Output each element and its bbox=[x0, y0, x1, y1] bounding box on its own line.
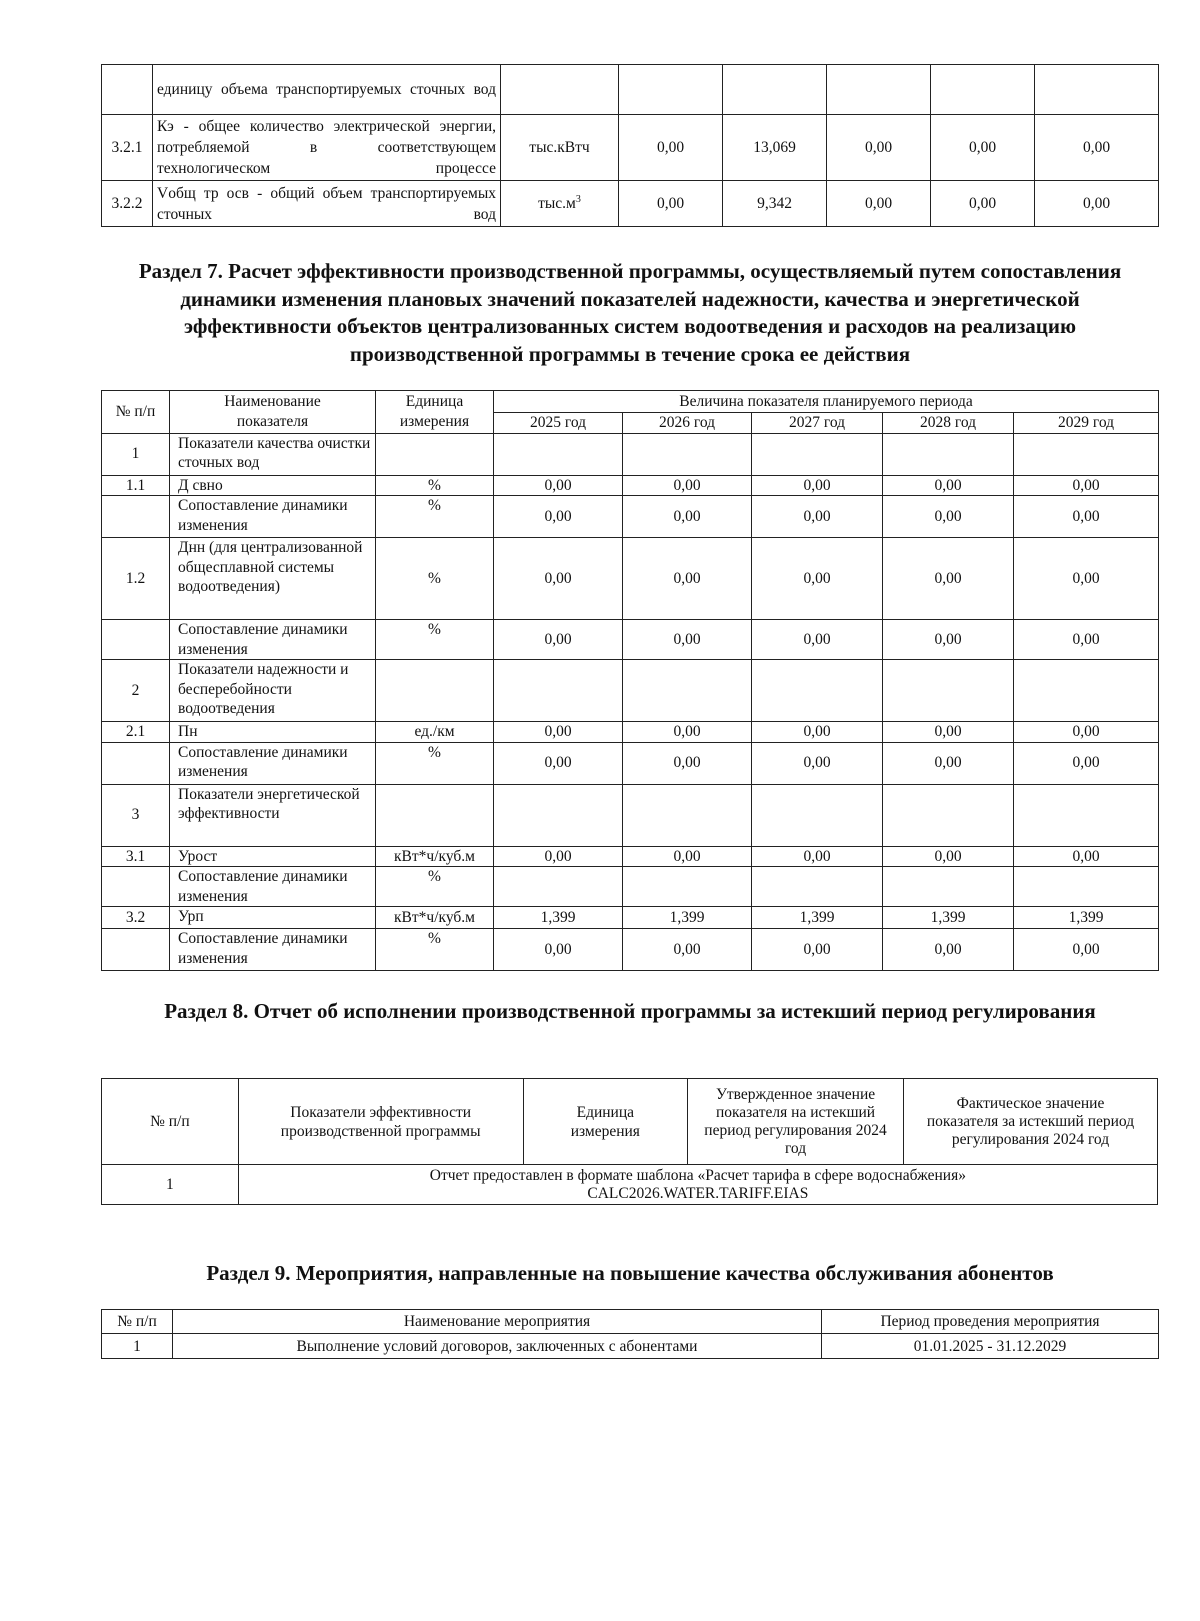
value-cell: 0,00 bbox=[752, 620, 883, 660]
header-num: № п/п bbox=[102, 391, 170, 434]
header-row bbox=[102, 391, 1159, 413]
value-cell: 0,00 bbox=[494, 722, 623, 743]
value-cell: 0,00 bbox=[494, 475, 623, 496]
report-note bbox=[238, 1165, 1157, 1205]
row-num: 1.1 bbox=[102, 475, 170, 496]
table-row bbox=[102, 620, 1159, 660]
value-cell: 13,069 bbox=[723, 115, 827, 181]
value-cell bbox=[827, 65, 931, 115]
row-unit: % bbox=[376, 867, 494, 907]
table-row bbox=[102, 1334, 1159, 1359]
section9-title: Раздел 9. Мероприятия, направленные на повышение качества обслуживания абонентов bbox=[206, 1261, 1054, 1285]
value-cell bbox=[883, 867, 1014, 907]
value-cell: 0,00 bbox=[1014, 846, 1159, 867]
row-unit: % bbox=[376, 929, 494, 971]
value-cell: 0,00 bbox=[752, 742, 883, 784]
row-num: 1 bbox=[102, 1334, 173, 1359]
value-cell bbox=[752, 660, 883, 722]
value-cell: 0,00 bbox=[752, 496, 883, 538]
row-unit bbox=[376, 784, 494, 846]
row-unit: тыс.кВтч bbox=[501, 115, 619, 181]
section8-table bbox=[101, 1078, 1158, 1205]
value-cell bbox=[883, 660, 1014, 722]
header-year: 2026 год bbox=[623, 413, 752, 434]
value-cell bbox=[619, 65, 723, 115]
header-year: 2025 год bbox=[494, 413, 623, 434]
row-name: Урост bbox=[170, 846, 376, 867]
row-num: 3.2.1 bbox=[102, 115, 153, 181]
value-cell bbox=[931, 65, 1035, 115]
row-num bbox=[102, 65, 153, 115]
row-num: 3 bbox=[102, 784, 170, 846]
header-year: 2028 год bbox=[883, 413, 1014, 434]
value-cell: 0,00 bbox=[1014, 620, 1159, 660]
value-cell: 0,00 bbox=[1014, 929, 1159, 971]
row-unit: % bbox=[376, 538, 494, 620]
table-row bbox=[102, 496, 1159, 538]
row-name: Сопоставление динамики изменения bbox=[170, 929, 376, 971]
value-cell: 0,00 bbox=[623, 929, 752, 971]
header-unit: Единица измерения bbox=[376, 391, 494, 434]
value-cell: 9,342 bbox=[723, 181, 827, 227]
row-name: Сопоставление динамики изменения bbox=[170, 496, 376, 538]
row-unit: % bbox=[376, 475, 494, 496]
row-name: Vобщ тр осв - общий объем транспортируемых сточных вод bbox=[153, 181, 501, 227]
value-cell: 0,00 bbox=[494, 846, 623, 867]
table-top bbox=[101, 64, 1159, 227]
row-unit: % bbox=[376, 620, 494, 660]
value-cell bbox=[883, 784, 1014, 846]
value-cell: 0,00 bbox=[494, 929, 623, 971]
value-cell bbox=[883, 433, 1014, 475]
value-cell: 0,00 bbox=[883, 929, 1014, 971]
row-name: Показатели энергетической эффективности bbox=[170, 784, 376, 846]
value-cell: 0,00 bbox=[1035, 181, 1159, 227]
row-num: 3.2.2 bbox=[102, 181, 153, 227]
row-name: Урп bbox=[170, 907, 376, 929]
value-cell: 0,00 bbox=[623, 538, 752, 620]
value-cell bbox=[752, 784, 883, 846]
value-cell bbox=[494, 867, 623, 907]
value-cell: 0,00 bbox=[883, 846, 1014, 867]
value-cell: 0,00 bbox=[1014, 722, 1159, 743]
value-cell: 0,00 bbox=[623, 475, 752, 496]
value-cell: 0,00 bbox=[623, 620, 752, 660]
row-num: 2 bbox=[102, 660, 170, 722]
row-name: Сопоставление динамики изменения bbox=[170, 620, 376, 660]
value-cell: 1,399 bbox=[623, 907, 752, 929]
row-name: Выполнение условий договоров, заключенных с абонентами bbox=[173, 1334, 822, 1359]
value-cell: 1,399 bbox=[494, 907, 623, 929]
row-name: Сопоставление динамики изменения bbox=[170, 867, 376, 907]
row-unit: кВт*ч/куб.м bbox=[376, 907, 494, 929]
row-name: Показатели надежности и бесперебойности водоотведения bbox=[170, 660, 376, 722]
value-cell: 0,00 bbox=[883, 722, 1014, 743]
value-cell: 0,00 bbox=[827, 181, 931, 227]
value-cell: 0,00 bbox=[619, 115, 723, 181]
value-cell bbox=[752, 867, 883, 907]
value-cell bbox=[494, 433, 623, 475]
section9-table bbox=[101, 1309, 1159, 1359]
row-num: 2.1 bbox=[102, 722, 170, 743]
value-cell: 0,00 bbox=[623, 496, 752, 538]
value-cell: 0,00 bbox=[494, 742, 623, 784]
table-row bbox=[102, 1165, 1158, 1205]
table-row bbox=[102, 722, 1159, 743]
report-template-code: CALC2026.WATER.TARIFF.EIAS bbox=[587, 1184, 809, 1202]
row-name: единицу объема транспортируемых сточных вод bbox=[153, 65, 501, 115]
header-actual: Фактическое значение показателя за истекший период регулирования 2024 год bbox=[904, 1079, 1158, 1165]
header-approved: Утвержденное значение показателя на истекший период регулирования 2024 год bbox=[688, 1079, 904, 1165]
value-cell bbox=[723, 65, 827, 115]
value-cell: 1,399 bbox=[1014, 907, 1159, 929]
value-cell bbox=[752, 433, 883, 475]
table-row bbox=[102, 660, 1159, 722]
value-cell: 0,00 bbox=[931, 181, 1035, 227]
table-row bbox=[102, 784, 1159, 846]
value-cell: 0,00 bbox=[1014, 742, 1159, 784]
row-name: Сопоставление динамики изменения bbox=[170, 742, 376, 784]
row-num: 3.1 bbox=[102, 846, 170, 867]
table-row bbox=[102, 907, 1159, 929]
row-num bbox=[102, 496, 170, 538]
table-row bbox=[102, 475, 1159, 496]
row-unit: кВт*ч/куб.м bbox=[376, 846, 494, 867]
value-cell: 0,00 bbox=[623, 742, 752, 784]
value-cell bbox=[1014, 784, 1159, 846]
value-cell: 0,00 bbox=[1014, 496, 1159, 538]
row-name: Д свно bbox=[170, 475, 376, 496]
value-cell: 0,00 bbox=[494, 620, 623, 660]
row-unit: ед./км bbox=[376, 722, 494, 743]
value-cell bbox=[623, 660, 752, 722]
value-cell: 0,00 bbox=[752, 846, 883, 867]
value-cell: 0,00 bbox=[883, 475, 1014, 496]
section7-title: Раздел 7. Расчет эффективности производственной программы, осуществляемый путем сопоставления динамики изменения плановых значений показателей надежности, качества и энергетической эффективности объектов централизованных систем водоотведения и расходов на реализацию производственной программы в течение срока ее действия bbox=[138, 259, 1122, 366]
row-name: Кэ - общее количество электрической энергии, потребляемой в соответствующем технологическом процессе bbox=[153, 115, 501, 181]
value-cell: 0,00 bbox=[494, 496, 623, 538]
row-unit bbox=[501, 181, 619, 227]
header-name: Наименование мероприятия bbox=[173, 1310, 822, 1334]
table-row bbox=[102, 115, 1159, 181]
row-num: 3.2 bbox=[102, 907, 170, 929]
value-cell: 0,00 bbox=[931, 115, 1035, 181]
table-row bbox=[102, 929, 1159, 971]
value-cell bbox=[1014, 660, 1159, 722]
row-name: Пн bbox=[170, 722, 376, 743]
header-row bbox=[102, 1079, 1158, 1165]
value-cell: 0,00 bbox=[883, 620, 1014, 660]
section7-table bbox=[101, 390, 1159, 971]
row-unit bbox=[376, 433, 494, 475]
row-unit bbox=[376, 660, 494, 722]
header-name: Наименование показателя bbox=[170, 391, 376, 434]
value-cell bbox=[1035, 65, 1159, 115]
value-cell bbox=[623, 433, 752, 475]
table-row bbox=[102, 181, 1159, 227]
unit-text: тыс.м bbox=[538, 195, 576, 212]
row-num bbox=[102, 620, 170, 660]
value-cell: 0,00 bbox=[623, 722, 752, 743]
section8-title: Раздел 8. Отчет об исполнении производственной программы за истекший период регулирования bbox=[164, 999, 1096, 1023]
header-period: Период проведения мероприятия bbox=[822, 1310, 1159, 1334]
value-cell bbox=[623, 867, 752, 907]
value-cell: 0,00 bbox=[752, 538, 883, 620]
value-cell: 0,00 bbox=[494, 538, 623, 620]
value-cell: 0,00 bbox=[1014, 475, 1159, 496]
value-cell: 0,00 bbox=[883, 538, 1014, 620]
value-cell: 1,399 bbox=[752, 907, 883, 929]
table-row bbox=[102, 65, 1159, 115]
value-cell: 0,00 bbox=[827, 115, 931, 181]
row-num bbox=[102, 929, 170, 971]
unit-superscript: 3 bbox=[575, 193, 581, 205]
row-num: 1 bbox=[102, 1165, 239, 1205]
value-cell bbox=[494, 784, 623, 846]
header-year: 2027 год bbox=[752, 413, 883, 434]
value-cell: 0,00 bbox=[883, 496, 1014, 538]
value-cell: 0,00 bbox=[752, 475, 883, 496]
row-unit bbox=[501, 65, 619, 115]
row-name: Днн (для централизованной общесплавной системы водоотведения) bbox=[170, 538, 376, 620]
value-cell: 0,00 bbox=[1035, 115, 1159, 181]
header-unit: Единица измерения bbox=[523, 1079, 688, 1165]
row-num: 1.2 bbox=[102, 538, 170, 620]
value-cell: 1,399 bbox=[883, 907, 1014, 929]
table-row bbox=[102, 433, 1159, 475]
value-cell bbox=[494, 660, 623, 722]
value-cell: 0,00 bbox=[1014, 538, 1159, 620]
row-num bbox=[102, 742, 170, 784]
table-row bbox=[102, 867, 1159, 907]
value-cell: 0,00 bbox=[619, 181, 723, 227]
value-cell bbox=[1014, 433, 1159, 475]
header-year: 2029 год bbox=[1014, 413, 1159, 434]
row-period: 01.01.2025 - 31.12.2029 bbox=[822, 1334, 1159, 1359]
value-cell: 0,00 bbox=[752, 722, 883, 743]
value-cell: 0,00 bbox=[623, 846, 752, 867]
row-num bbox=[102, 867, 170, 907]
header-num: № п/п bbox=[102, 1310, 173, 1334]
table-row bbox=[102, 538, 1159, 620]
row-name: Показатели качества очистки сточных вод bbox=[170, 433, 376, 475]
value-cell bbox=[1014, 867, 1159, 907]
header-indicators: Показатели эффективности производственной программы bbox=[238, 1079, 523, 1165]
row-unit: % bbox=[376, 496, 494, 538]
row-unit: % bbox=[376, 742, 494, 784]
table-row bbox=[102, 742, 1159, 784]
header-num: № п/п bbox=[102, 1079, 239, 1165]
row-num: 1 bbox=[102, 433, 170, 475]
value-cell: 0,00 bbox=[752, 929, 883, 971]
table-row bbox=[102, 846, 1159, 867]
header-period: Величина показателя планируемого периода bbox=[494, 391, 1159, 413]
value-cell: 0,00 bbox=[883, 742, 1014, 784]
value-cell bbox=[623, 784, 752, 846]
header-row bbox=[102, 1310, 1159, 1334]
report-note-text: Отчет предоставлен в формате шаблона «Расчет тарифа в сфере водоснабжения» bbox=[429, 1166, 966, 1184]
